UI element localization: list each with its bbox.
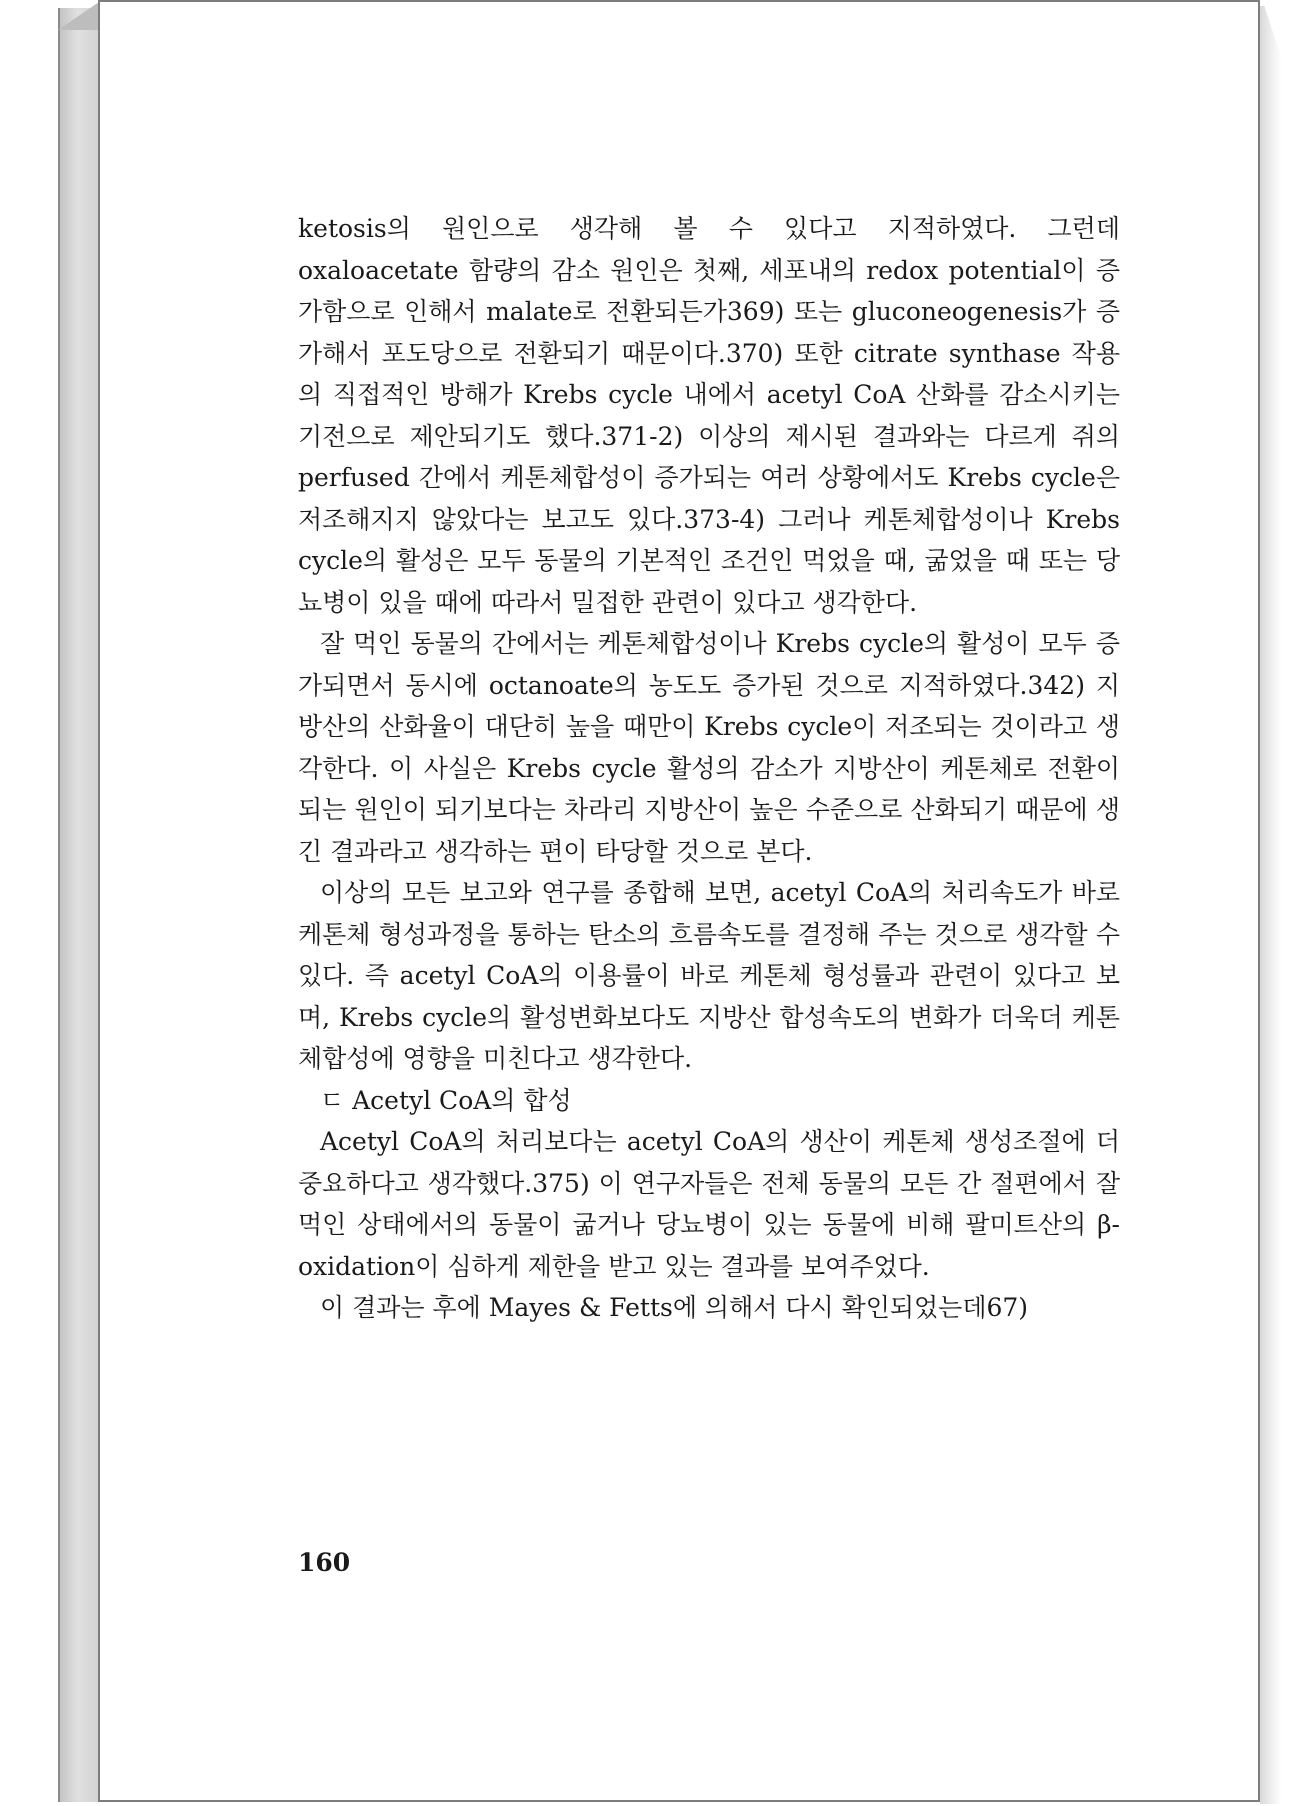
page-number: 160: [298, 1548, 351, 1577]
book-spine: [58, 8, 100, 1802]
paragraph-2: 잘 먹인 동물의 간에서는 케톤체합성이나 Krebs cycle의 활성이 모두 증가되면서 동시에 octanoate의 농도도 증가된 것으로 지적하였다.342) 지방산의 산화율이 대단히 높을 때만이 Krebs cycle이 저조되는 것이라고 생각한다. 이 사실은 Krebs cycle 활성의 감소가 지방산이 케톤체로 전환이 되는 원인이 되기보다는 차라리 지방산이 높은 수준으로 산화되기 때문에 생긴 결과라고 생각하는 편이 타당할 것으로 본다.: [298, 629, 1120, 866]
paragraph-4: Acetyl CoA의 처리보다는 acetyl CoA의 생산이 케톤체 생성조절에 더 중요하다고 생각했다.375) 이 연구자들은 전체 동물의 모든 간 절편에서 잘 먹인 상태에서의 동물이 굶거나 당뇨병이 있는 동물에 비해 팔미트산의 β-oxidation이 심하게 제한을 받고 있는 결과를 보여주었다.: [298, 1127, 1120, 1281]
page-edge: [1260, 6, 1282, 1804]
section-heading: ㄷ Acetyl CoA의 합성: [320, 1085, 572, 1115]
page-body: [298, 208, 1120, 1329]
paragraph-3: 이상의 모든 보고와 연구를 종합해 보면, acetyl CoA의 처리속도가 바로 케톤체 형성과정을 통하는 탄소의 흐름속도를 결정해 주는 것으로 생각할 수 있다. 즉 acetyl CoA의 이용률이 바로 케톤체 형성률과 관련이 있다고 보며, Krebs cycle의 활성변화보다도 지방산 합성속도의 변화가 더욱더 케톤체합성에 영향을 미친다고 생각한다.: [298, 878, 1120, 1073]
paragraph-1: ketosis의 원인으로 생각해 볼 수 있다고 지적하였다. 그런데 oxaloacetate 함량의 감소 원인은 첫째, 세포내의 redox potential이 증가함으로 인해서 malate로 전환되든가369) 또는 gluconeogenesis가 증가해서 포도당으로 전환되기 때문이다.370) 또한 citrate synthase 작용의 직접적인 방해가 Krebs cycle 내에서 acetyl CoA 산화를 감소시키는 기전으로 제안되기도 했다.371-2) 이상의 제시된 결과와는 다르게 쥐의 perfused 간에서 케톤체합성이 증가되는 여러 상황에서도 Krebs cycle은 저조해지지 않았다는 보고도 있다.373-4) 그러나 케톤체합성이나 Krebs cycle의 활성은 모두 동물의 기본적인 조건인 먹었을 때, 굶었을 때 또는 당뇨병이 있을 때에 따라서 밀접한 관련이 있다고 생각한다.: [298, 214, 1120, 617]
paragraph-5: 이 결과는 후에 Mayes & Fetts에 의해서 다시 확인되었는데67): [320, 1293, 1029, 1322]
